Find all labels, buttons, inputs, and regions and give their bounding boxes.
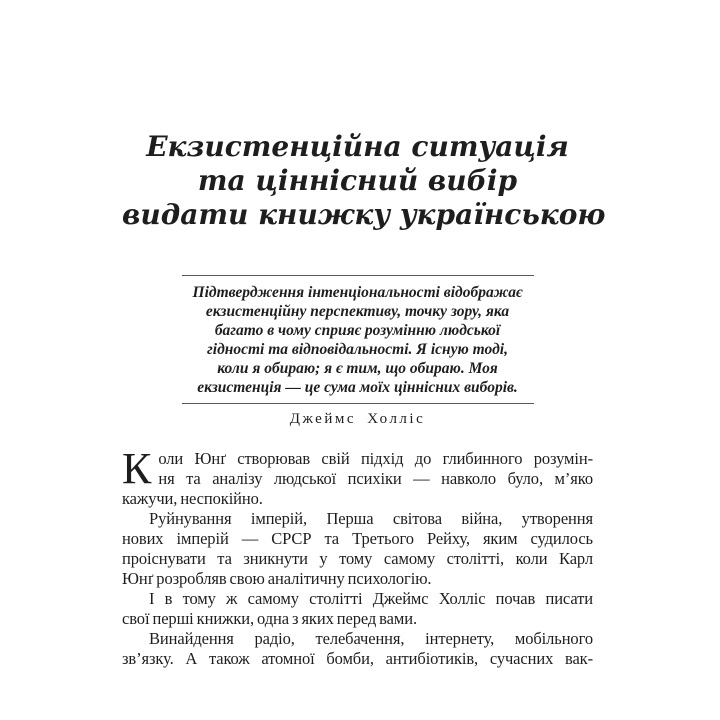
chapter-title-line: та ціннісний вибір xyxy=(197,164,518,197)
body-line: Винайдення радіо, телебачення, інтернету, мобільного xyxy=(149,629,593,648)
epigraph-text xyxy=(182,276,534,403)
paragraph xyxy=(122,509,593,589)
epigraph-line: коли я обираю; я є тим, що обираю. Моя xyxy=(217,360,498,377)
body-line: свої перші книжки, одна з яких перед вами. xyxy=(122,609,417,628)
body-line: проіснувати та зникнути у тому самому столітті, коли Карл xyxy=(122,549,593,568)
epigraph-line: екзистенційну перспективу, точку зору, яка xyxy=(205,303,510,320)
epigraph-line: екзистенція — це сума моїх ціннісних виборів. xyxy=(197,379,518,396)
epigraph-line: багато в чому сприяє розумінню людської xyxy=(214,322,501,339)
body-line: ня та аналізу людської психіки — навколо було, м’яко xyxy=(158,469,593,488)
body-line: І в тому ж самому столітті Джеймс Холліс почав писати xyxy=(149,589,593,608)
paragraph xyxy=(122,444,593,509)
epigraph xyxy=(182,275,534,404)
epigraph-line: гідності та відповідальності. Я існую тоді, xyxy=(207,341,508,358)
drop-cap: К xyxy=(122,444,152,493)
body-line: оли Юнґ створював свій підхід до глибинного розумін- xyxy=(158,449,593,468)
chapter-title-line: видати книжку українською xyxy=(122,198,606,231)
chapter-title-line: Екзистенційна ситуація xyxy=(146,130,569,163)
page-content xyxy=(122,130,606,669)
body-line: Юнґ розробляв свою аналітичну психологію. xyxy=(122,569,432,588)
body-line: кажучи, неспокійно. xyxy=(122,489,263,508)
chapter-title xyxy=(122,130,606,232)
epigraph-attribution: Джеймс Холліс xyxy=(289,411,426,427)
epigraph-line: Підтвердження інтенціональності відображає xyxy=(192,284,523,301)
body-line: зв’язку. А також атомної бомби, антибіотиків, сучасних вак- xyxy=(122,649,593,668)
body-text xyxy=(122,444,593,669)
paragraph xyxy=(122,629,593,669)
body-line: Руйнування імперій, Перша світова війна, утворення xyxy=(149,509,593,528)
epigraph-rule-bottom xyxy=(182,403,534,404)
paragraph xyxy=(122,589,593,629)
body-line: нових імперій — СРСР та Третього Рейху, яким судилось xyxy=(122,529,593,548)
